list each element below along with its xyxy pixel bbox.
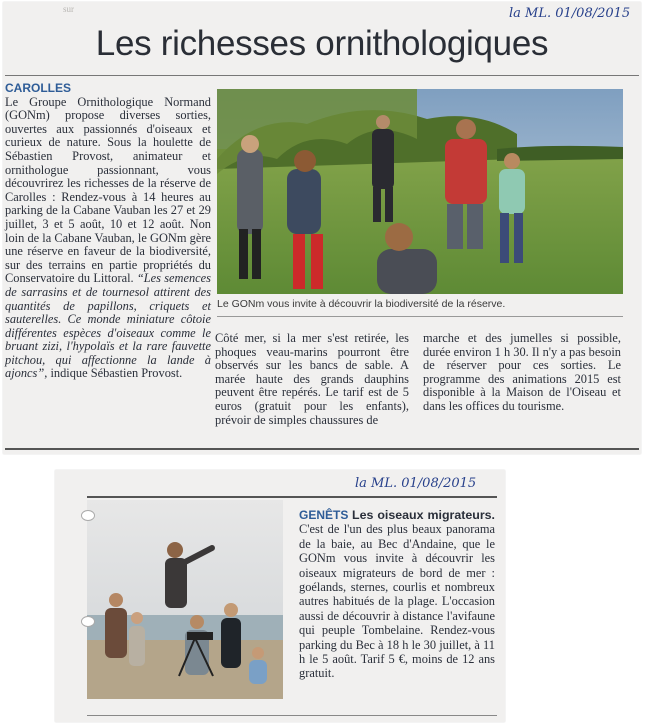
location-kicker: GENÊTS (299, 508, 349, 522)
paragraph-text: Le Groupe Ornithologique Normand (GONm) propose diverses sorties, ouvertes aux passionnés d'oiseaux et curieux de nature. Sous la houlette de Sébastien Provost, animateur et ornithologue passionnant, vous découvrirez les richesses de la réserve de Carolles : Rendez-vous à 14 heures au parking de la Cabane Vauban les 27 et 29 juillet, 3 et 5 août, 10 et 12 août. Non loin de la Cabane Vauban, le GONm gère une réserve en faveur de la biodiversité, sur des terrains en partie propriétés du Conservatoire du Littoral. (5, 94, 211, 286)
column-2-text: Côté mer, si la mer s'est retirée, les phoques veau-marins pourront être observés sur les bancs de sable. A marée haute des grands dauphins peuvent être repérés. Le tarif est de 5 euros (gratuit pour les enfants), prévoir de simples chaussures de (215, 331, 409, 427)
article-body: C'est de l'un des plus beaux panorama de la baie, au Bec d'Andaine, que le GONm vous invite à découvrir les oiseaux migrateurs de bord de mer : goélands, sternes, courlis et nombreux autres habitués de la plage. L'occasion aussi de découvrir à distance l'avifaune qui peuple Tombelaine. Rendez-vous parking du Bec à 18 h le 30 juillet, à 11 h le 5 août. Tarif 5 €, moins de 12 ans gratuit. (299, 522, 495, 681)
photo-caption: Le GONm vous invite à découvrir la biodiversité de la réserve. (217, 298, 506, 310)
top-rule (87, 496, 497, 498)
bottom-rule (5, 448, 639, 450)
article-paragraph (5, 96, 211, 381)
article-paragraph (299, 508, 495, 681)
photo-illustration (217, 89, 623, 294)
article-title: Les oiseaux migrateurs. (352, 508, 495, 522)
location-kicker: CAROLLES (5, 81, 71, 95)
quote-text: “Les semences de sarrasins et de tournesol attirent des quantités de papillons, criquets et sauterelles. Ce monde miniature côtoie différentes espèces d'oiseaux comme le bruant zizi, l'hypolaïs et la rare fauvette pitchou, qui affectionne la lande à ajoncs” (5, 271, 211, 381)
headline: Les richesses ornithologiques (95, 24, 549, 63)
article-column (299, 508, 495, 681)
article-column-2 (215, 332, 409, 427)
punch-hole (81, 510, 95, 521)
newspaper-clipping-genets (55, 470, 505, 722)
newspaper-clipping-carolles (3, 2, 641, 454)
caption-rule (217, 316, 623, 317)
headline-rule (5, 75, 639, 76)
article-photo-beach (87, 500, 283, 699)
bottom-rule (87, 715, 497, 716)
article-column-3 (423, 332, 621, 414)
handwritten-date: la ML. 01/08/2015 (509, 6, 631, 21)
photo-illustration (87, 500, 283, 699)
article-photo-birdwatchers (217, 89, 623, 294)
quote-attribution: , indique Sébastien Provost. (44, 366, 183, 381)
article-column-1 (5, 82, 211, 381)
bleed-through-text: sur (63, 4, 367, 14)
handwritten-date: la ML. 01/08/2015 (355, 476, 477, 491)
punch-hole (81, 616, 95, 627)
column-3-text: marche et des jumelles si possible, durée environ 1 h 30. Il n'y a pas besoin de réserver pour ces sorties. Le programme des animations 2015 est disponible à la Maison de l'Oiseau et dans les offices du tourisme. (423, 331, 621, 413)
